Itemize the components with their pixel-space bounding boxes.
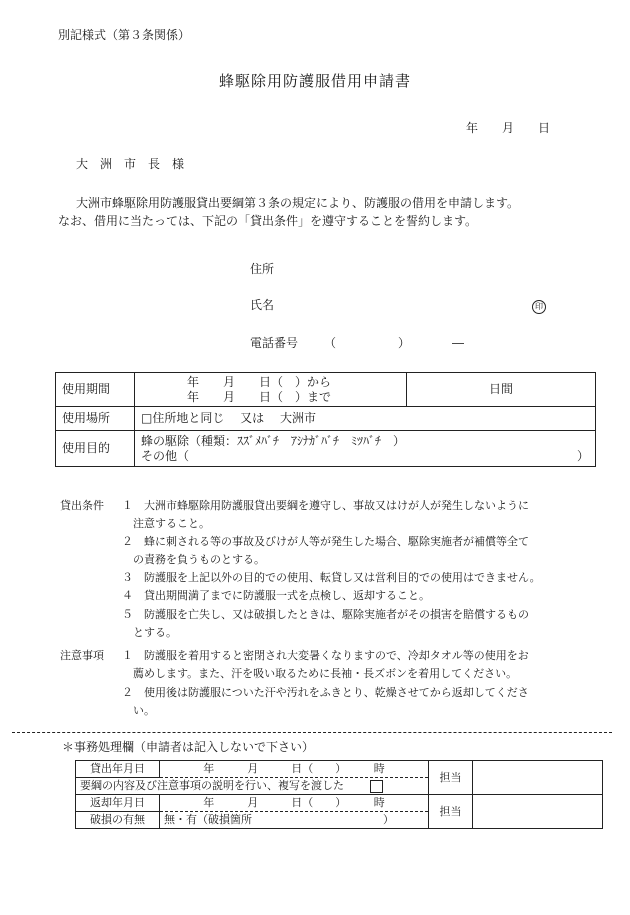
cut-line-divider bbox=[12, 732, 612, 733]
note-line-3: ２ 使用後は防護服についた汗や汚れをふきとり、乾燥させてから返却してくださ bbox=[122, 686, 529, 699]
phone-open: （ bbox=[324, 336, 337, 350]
days-label: 日間 bbox=[488, 382, 513, 397]
damage-close: ） bbox=[383, 813, 394, 827]
period-cell[interactable] bbox=[135, 373, 407, 407]
purpose-line-2 bbox=[141, 449, 589, 463]
page-title: 蜂駆除用防護服借用申請書 bbox=[218, 72, 411, 90]
place-row bbox=[56, 407, 596, 431]
purpose-row bbox=[56, 431, 596, 467]
period-line-2: 年 月 日（ ）まで bbox=[187, 389, 332, 404]
condition-line-8: とする。 bbox=[133, 626, 177, 639]
explain-checkbox[interactable] bbox=[370, 780, 383, 793]
office-table bbox=[75, 760, 603, 829]
condition-line-5: ３ 防護服を上記以外の目的での使用、転貸し又は営利目的での使用はできません。 bbox=[122, 571, 541, 584]
phone-label: 電話番号 bbox=[250, 336, 299, 350]
explain-cell bbox=[76, 778, 429, 795]
note-line-2: 薦めします。また、汗を吸い取るために長袖・長ズボンを着用してください。 bbox=[133, 667, 518, 680]
return-date-row bbox=[76, 795, 603, 812]
address-label: 住所 bbox=[250, 262, 275, 276]
place-label: 使用場所 bbox=[56, 407, 135, 431]
purpose-other-close: ） bbox=[576, 448, 589, 463]
damage-value: 無・有（破損箇所 bbox=[164, 813, 252, 827]
place-value[interactable]: □住所地と同じ 又は 大洲市 bbox=[135, 407, 596, 431]
period-label: 使用期間 bbox=[56, 373, 135, 407]
note-line-4: い。 bbox=[133, 704, 155, 717]
return-date-label: 返却年月日 bbox=[76, 795, 160, 812]
condition-line-2: 注意すること。 bbox=[133, 517, 210, 530]
damage-cell[interactable] bbox=[160, 812, 429, 829]
condition-line-7: ５ 防護服を亡失し、又は破損したときは、駆除実施者がその損害を賠償するもの bbox=[122, 608, 529, 621]
purpose-cell[interactable] bbox=[135, 431, 596, 467]
condition-line-4: の責務を負うものとする。 bbox=[133, 553, 265, 566]
office-heading: ＊事務処理欄（申請者は記入しないで下さい） bbox=[62, 740, 315, 754]
explain-label: 要綱の内容及び注意事項の説明を行い、複写を渡した bbox=[80, 779, 344, 793]
loan-staff-field[interactable] bbox=[473, 761, 603, 795]
return-staff-field[interactable] bbox=[473, 795, 603, 829]
period-row bbox=[56, 373, 596, 407]
seal-mark bbox=[532, 298, 546, 314]
condition-line-1: １ 大洲市蜂駆除用防護服貸出要綱を遵守し、事故又はけが人が発生しないように bbox=[122, 499, 529, 512]
loan-date-label: 貸出年月日 bbox=[76, 761, 160, 778]
loan-date-row bbox=[76, 761, 603, 778]
usage-table bbox=[55, 372, 596, 467]
form-label: 別記様式（第３条関係） bbox=[58, 28, 191, 42]
damage-label: 破損の有無 bbox=[76, 812, 160, 829]
notes-label: 注意事項 bbox=[60, 649, 104, 662]
intro-line-1: 大洲市蜂駆除用防護服貸出要綱第３条の規定により、防護服の借用を申請します。 bbox=[76, 196, 520, 210]
loan-date-value[interactable]: 年 月 日（ ） 時 bbox=[160, 761, 429, 778]
note-line-1: １ 防護服を着用すると密閉され大変暑くなりますので、冷却タオル等の使用をお bbox=[122, 649, 529, 662]
phone-close: ） bbox=[398, 336, 411, 350]
loan-staff-label: 担当 bbox=[429, 761, 473, 795]
conditions-label: 貸出条件 bbox=[60, 499, 104, 512]
condition-line-3: ２ 蜂に刺される等の事故及びけが人等が発生した場合、駆除実施者が補償等全て bbox=[122, 535, 529, 548]
return-date-value[interactable]: 年 月 日（ ） 時 bbox=[160, 795, 429, 812]
seal-icon: 印 bbox=[532, 300, 546, 314]
condition-line-6: ４ 貸出期間満了までに防護服一式を点検し、返却すること。 bbox=[122, 589, 430, 602]
date-line: 年 月 日 bbox=[466, 121, 551, 135]
purpose-label: 使用目的 bbox=[56, 431, 135, 467]
name-label: 氏名 bbox=[250, 298, 275, 312]
return-staff-label: 担当 bbox=[429, 795, 473, 829]
purpose-line-1: 蜂の駆除（種類：ｽｽﾞﾒﾊﾞﾁ ｱｼﾅｶﾞﾊﾞﾁ ﾐﾂﾊﾞﾁ ） bbox=[141, 434, 406, 449]
purpose-other: その他（ bbox=[141, 448, 190, 463]
intro-line-2: なお、借用に当たっては、下記の「貸出条件」を遵守することを誓約します。 bbox=[58, 214, 478, 228]
days-cell[interactable] bbox=[407, 373, 596, 407]
period-line-1: 年 月 日（ ）から bbox=[187, 375, 332, 390]
phone-dash: ― bbox=[452, 336, 464, 350]
addressee: 大 洲 市 長 様 bbox=[76, 157, 185, 171]
